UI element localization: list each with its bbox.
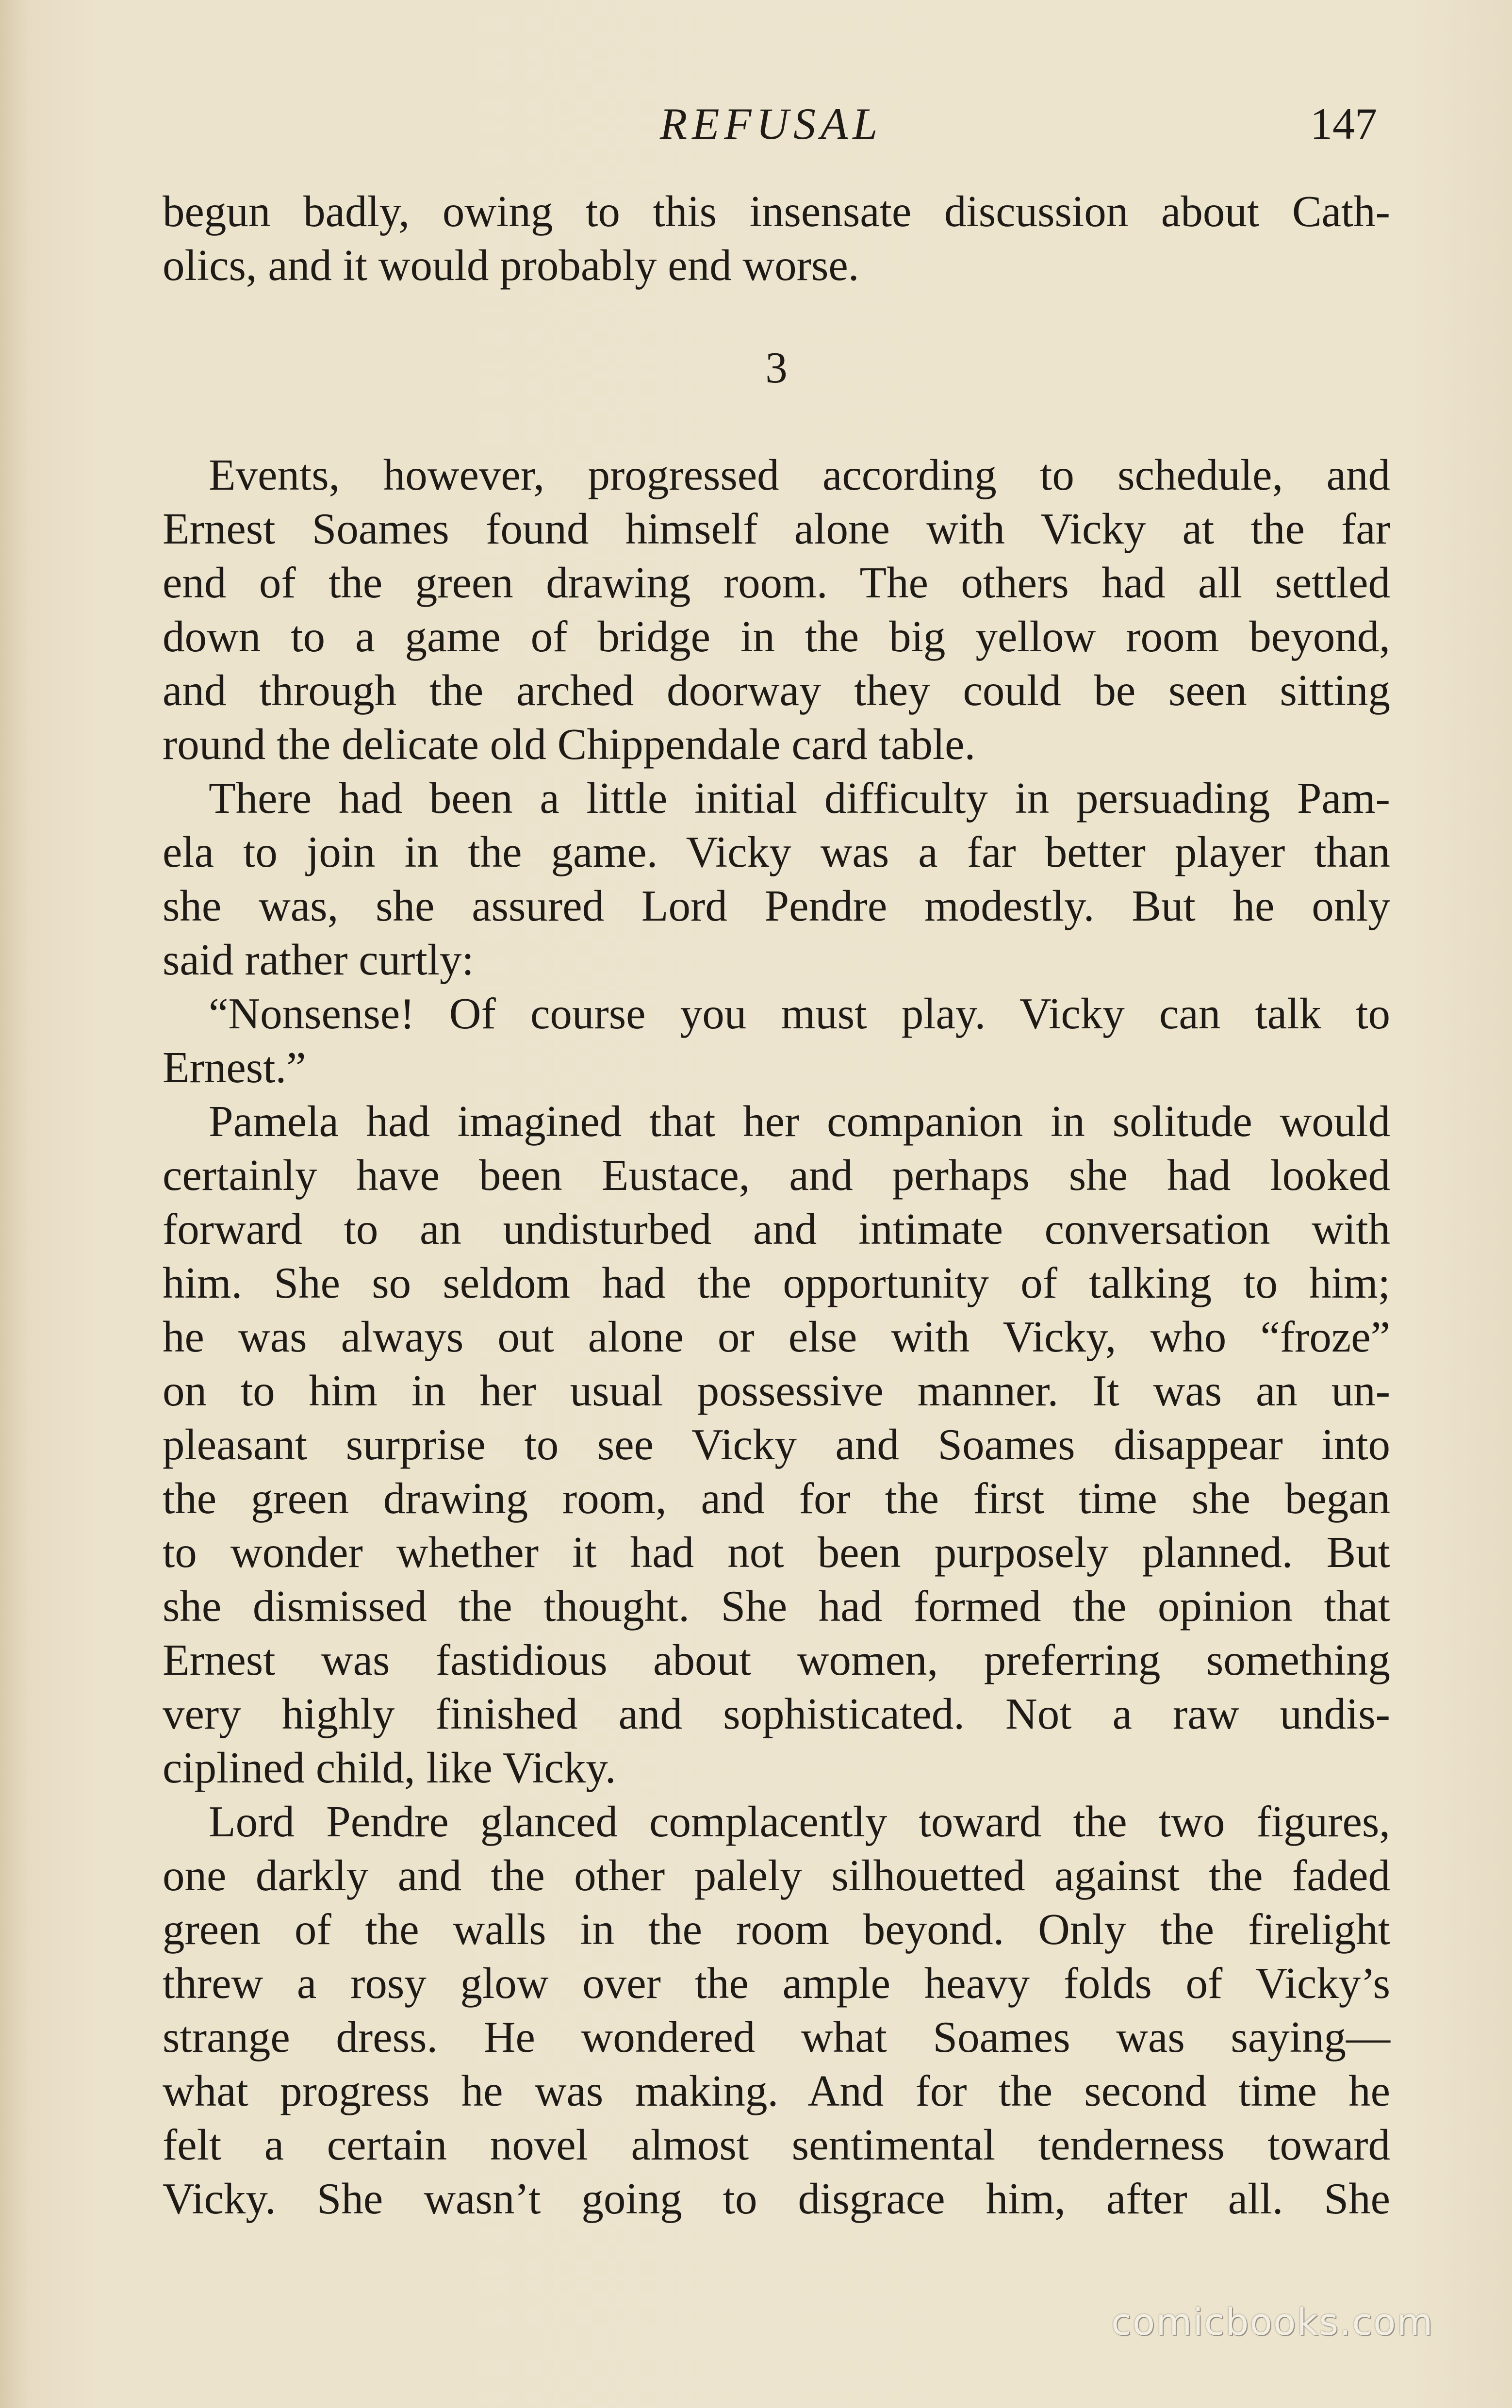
paragraph — [163, 1094, 1390, 1795]
text-line: Vicky. She wasn’t going to disgrace him, after all. She — [163, 2174, 1390, 2223]
running-header — [0, 92, 1512, 155]
text-line: threw a rosy glow over the ample heavy folds of Vicky’s — [163, 1959, 1390, 2008]
text-line: she was, she assured Lord Pendre modestly. But he only — [163, 881, 1390, 930]
text-line: very highly finished and sophisticated. Not a raw undis- — [163, 1689, 1390, 1738]
text-line: Ernest was fastidious about women, preferring something — [163, 1635, 1390, 1684]
text-line: pleasant surprise to see Vicky and Soames disappear into — [163, 1420, 1390, 1469]
text-line: Lord Pendre glanced complacently toward the two figures, — [209, 1797, 1390, 1846]
text-line: Pamela had imagined that her companion in solitude would — [209, 1097, 1390, 1146]
page-number: 147 — [1310, 99, 1377, 148]
paragraph — [163, 184, 1390, 292]
text-line: on to him in her usual possessive manner. It was an un- — [163, 1366, 1390, 1415]
paragraph — [163, 448, 1390, 771]
text-line: to wonder whether it had not been purposely planned. But — [163, 1528, 1390, 1577]
text-line: green of the walls in the room beyond. Only the firelight — [163, 1905, 1390, 1954]
text-line: one darkly and the other palely silhouetted against the faded — [163, 1851, 1390, 1900]
text-line: olics, and it would probably end worse. — [163, 241, 859, 290]
text-line: There had been a little initial difficulty in persuading Pam- — [209, 774, 1390, 823]
text-line: he was always out alone or else with Vicky, who “froze” — [163, 1312, 1390, 1361]
paragraph — [163, 1795, 1390, 2226]
paragraph — [163, 771, 1390, 987]
text-line: Events, however, progressed according to schedule, and — [209, 450, 1390, 499]
text-line: and through the arched doorway they could be seen sitting — [163, 666, 1390, 715]
text-line: she dismissed the thought. She had formed the opinion that — [163, 1582, 1390, 1631]
text-line: forward to an undisturbed and intimate conversation with — [163, 1204, 1390, 1253]
text-line: ciplined child, like Vicky. — [163, 1743, 616, 1792]
text-line: the green drawing room, and for the first time she began — [163, 1474, 1390, 1523]
text-line: begun badly, owing to this insensate discussion about Cath- — [163, 187, 1390, 236]
text-line: “Nonsense! Of course you must play. Vicky can talk to — [209, 989, 1390, 1038]
text-line: end of the green drawing room. The others had all settled — [163, 558, 1390, 607]
text-line: ela to join in the game. Vicky was a far better player than — [163, 827, 1390, 876]
text-line: round the delicate old Chippendale card table. — [163, 720, 976, 769]
text-line: said rather curtly: — [163, 935, 474, 984]
body-text — [163, 184, 1390, 2226]
text-line: strange dress. He wondered what Soames was saying— — [163, 2012, 1390, 2062]
section-number: 3 — [765, 343, 788, 392]
text-line: down to a game of bridge in the big yellow room beyond, — [163, 612, 1390, 661]
text-line: felt a certain novel almost sentimental tenderness toward — [163, 2120, 1390, 2169]
text-line: Ernest.” — [163, 1043, 306, 1092]
watermark: comicbooks.com — [1111, 2300, 1434, 2343]
text-line: certainly have been Eustace, and perhaps she had looked — [163, 1151, 1390, 1200]
text-line: what progress he was making. And for the second time he — [163, 2066, 1390, 2115]
running-title: REFUSAL — [660, 99, 883, 148]
paragraph — [163, 987, 1390, 1094]
text-line: Ernest Soames found himself alone with Vicky at the far — [163, 504, 1390, 553]
text-line: him. She so seldom had the opportunity of talking to him; — [163, 1258, 1390, 1307]
